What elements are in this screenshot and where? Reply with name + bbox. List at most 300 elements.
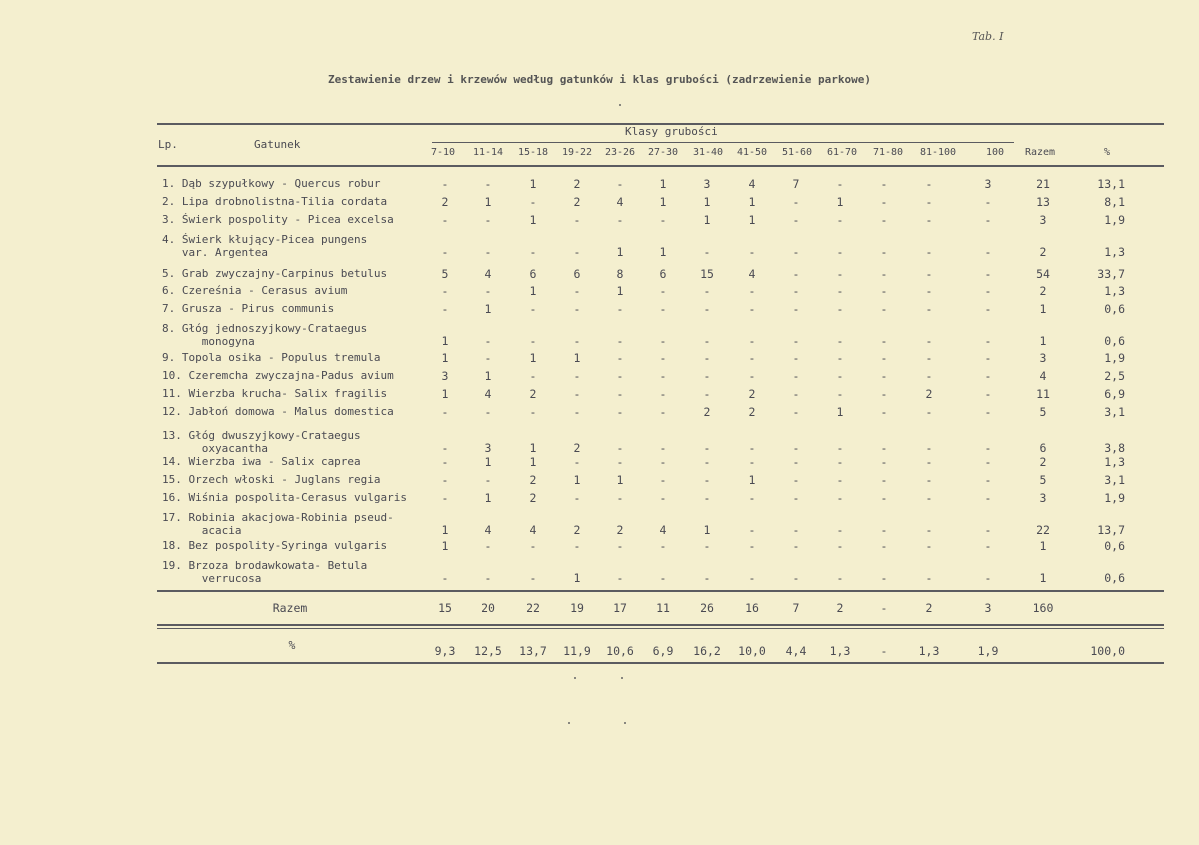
table-cell: - xyxy=(792,195,800,209)
table-cell: 2 xyxy=(441,195,449,209)
species-name: oxyacantha xyxy=(162,442,268,455)
table-cell: - xyxy=(441,473,449,487)
table-cell: - xyxy=(441,405,449,419)
table-cell: - xyxy=(880,302,888,316)
table-cell: - xyxy=(984,267,992,281)
species-name: 18. Bez pospolity-Syringa vulgaris xyxy=(162,539,388,552)
table-cell: - xyxy=(792,267,800,281)
species-name: 16. Wiśnia pospolita-Cerasus vulgaris xyxy=(162,491,408,504)
table-cell: 1 xyxy=(659,177,667,191)
table-cell: - xyxy=(703,369,711,383)
column-header: Razem xyxy=(1024,147,1056,158)
species-name: acacia xyxy=(162,524,242,537)
table-cell: 7 xyxy=(792,177,800,191)
table-cell: 1 xyxy=(573,571,581,585)
table-cell: 1 xyxy=(703,523,711,537)
table-cell: - xyxy=(880,195,888,209)
percent-cell: 3,8 xyxy=(1104,441,1125,455)
table-cell: - xyxy=(880,213,888,227)
percent-row-cell: 6,9 xyxy=(652,644,674,658)
totals-razem: 160 xyxy=(1032,601,1054,615)
table-cell: 1 xyxy=(484,302,492,316)
table-cell: - xyxy=(880,284,888,298)
percent-cell: 1,3 xyxy=(1104,284,1125,298)
table-cell: - xyxy=(925,284,933,298)
species-name: 4. Świerk kłujący-Picea pungens xyxy=(162,233,368,246)
table-cell: - xyxy=(792,473,800,487)
header-lp: Lp. xyxy=(158,138,178,151)
table-cell: - xyxy=(748,491,756,505)
table-cell: - xyxy=(836,284,844,298)
table-cell: 2 xyxy=(703,405,711,419)
table-cell: - xyxy=(441,302,449,316)
table-cell: - xyxy=(616,302,624,316)
table-cell: - xyxy=(484,177,492,191)
table-cell: - xyxy=(880,351,888,365)
percent-cell: 3,1 xyxy=(1104,473,1125,487)
table-cell: - xyxy=(984,351,992,365)
table-cell: 1 xyxy=(616,284,624,298)
table-cell: - xyxy=(984,195,992,209)
table-cell: - xyxy=(925,491,933,505)
table-cell: - xyxy=(984,571,992,585)
table-cell: - xyxy=(703,473,711,487)
column-header: 71-80 xyxy=(872,147,904,158)
table-cell: 1 xyxy=(659,245,667,259)
table-cell: - xyxy=(616,571,624,585)
razem-cell: 22 xyxy=(1036,523,1050,537)
table-cell: - xyxy=(925,302,933,316)
table-cell: - xyxy=(748,441,756,455)
stray-mark xyxy=(568,722,570,724)
header-gatunek: Gatunek xyxy=(254,138,301,151)
table-cell: - xyxy=(748,539,756,553)
table-cell: 1 xyxy=(441,539,449,553)
table-cell: - xyxy=(659,387,667,401)
table-cell: - xyxy=(659,369,667,383)
klasy-rule xyxy=(432,142,1014,143)
table-cell: - xyxy=(659,213,667,227)
table-cell: - xyxy=(748,245,756,259)
table-cell: 4 xyxy=(748,177,756,191)
table-cell: - xyxy=(616,405,624,419)
percent-cell: 1,9 xyxy=(1104,213,1125,227)
table-cell: - xyxy=(659,455,667,469)
table-cell: - xyxy=(984,473,992,487)
column-header: % xyxy=(1103,147,1111,158)
table-cell: 1 xyxy=(529,455,537,469)
table-cell: 1 xyxy=(616,245,624,259)
table-cell: - xyxy=(616,369,624,383)
table-cell: - xyxy=(659,351,667,365)
razem-cell: 54 xyxy=(1036,267,1050,281)
percent-cell: 0,6 xyxy=(1104,334,1125,348)
column-header: 51-60 xyxy=(781,147,813,158)
razem-cell: 1 xyxy=(1039,302,1047,316)
table-cell: - xyxy=(616,177,624,191)
table-cell: - xyxy=(616,491,624,505)
column-header: 41-50 xyxy=(736,147,768,158)
table-cell: 1 xyxy=(529,351,537,365)
table-cell: 2 xyxy=(529,387,537,401)
table-cell: - xyxy=(925,441,933,455)
table-cell: - xyxy=(573,387,581,401)
table-cell: - xyxy=(441,284,449,298)
table-cell: - xyxy=(836,539,844,553)
species-name: 13. Głóg dwuszyjkowy-Crataegus xyxy=(162,429,361,442)
table-cell: - xyxy=(984,213,992,227)
table-cell: - xyxy=(925,405,933,419)
table-cell: - xyxy=(792,213,800,227)
table-cell: - xyxy=(573,284,581,298)
percent-row-cell: 13,7 xyxy=(519,644,547,658)
percent-cell: 3,1 xyxy=(1104,405,1125,419)
percent-cell: 0,6 xyxy=(1104,539,1125,553)
table-cell: - xyxy=(880,455,888,469)
table-cell: - xyxy=(880,177,888,191)
table-cell: 1 xyxy=(484,369,492,383)
table-cell: 2 xyxy=(748,405,756,419)
column-header: 7-10 xyxy=(430,147,456,158)
species-name: monogyna xyxy=(162,335,255,348)
table-cell: - xyxy=(792,334,800,348)
table-cell: - xyxy=(748,351,756,365)
table-cell: 1 xyxy=(748,473,756,487)
species-name: 15. Orzech włoski - Juglans regia xyxy=(162,473,381,486)
table-cell: - xyxy=(925,539,933,553)
razem-cell: 3 xyxy=(1039,213,1047,227)
table-cell: 1 xyxy=(703,195,711,209)
table-cell: - xyxy=(792,284,800,298)
table-cell: - xyxy=(792,387,800,401)
table-cell: - xyxy=(748,571,756,585)
table-cell: - xyxy=(984,387,992,401)
razem-cell: 3 xyxy=(1039,351,1047,365)
totals-cell: 3 xyxy=(984,601,992,615)
table-cell: - xyxy=(836,455,844,469)
table-cell: - xyxy=(880,267,888,281)
table-cell: - xyxy=(792,369,800,383)
table-cell: 3 xyxy=(984,177,992,191)
table-cell: - xyxy=(616,334,624,348)
table-cell: - xyxy=(441,177,449,191)
column-header: 27-30 xyxy=(647,147,679,158)
table-bottom-rule xyxy=(157,662,1164,664)
totals-cell: 15 xyxy=(438,601,452,615)
table-cell: - xyxy=(441,455,449,469)
percent-row-cell: 1,3 xyxy=(829,644,851,658)
table-cell: - xyxy=(703,441,711,455)
table-cell: - xyxy=(836,267,844,281)
totals-bottom-rule-2 xyxy=(157,628,1164,629)
table-cell: - xyxy=(792,455,800,469)
table-cell: - xyxy=(836,523,844,537)
species-name: 6. Czereśnia - Cerasus avium xyxy=(162,284,348,297)
table-cell: 3 xyxy=(484,441,492,455)
table-cell: 1 xyxy=(529,284,537,298)
table-cell: - xyxy=(703,491,711,505)
razem-cell: 5 xyxy=(1039,405,1047,419)
table-cell: - xyxy=(573,539,581,553)
table-cell: - xyxy=(984,334,992,348)
razem-cell: 3 xyxy=(1039,491,1047,505)
table-cell: - xyxy=(529,195,537,209)
table-cell: 4 xyxy=(484,267,492,281)
stray-mark xyxy=(621,677,623,679)
table-cell: - xyxy=(659,473,667,487)
table-cell: - xyxy=(925,455,933,469)
table-cell: - xyxy=(836,369,844,383)
razem-cell: 21 xyxy=(1036,177,1050,191)
stray-mark xyxy=(619,104,621,106)
table-cell: - xyxy=(748,284,756,298)
table-cell: - xyxy=(880,334,888,348)
totals-cell: 2 xyxy=(925,601,933,615)
table-cell: - xyxy=(484,539,492,553)
header-klasy: Klasy grubości xyxy=(625,125,718,138)
page-title: Zestawienie drzew i krzewów według gatunków i klas grubości (zadrzewienie parkowe) xyxy=(327,73,872,86)
species-name: 1. Dąb szypułkowy - Quercus robur xyxy=(162,177,381,190)
table-cell: - xyxy=(616,455,624,469)
table-cell: - xyxy=(792,351,800,365)
table-cell: - xyxy=(703,455,711,469)
percent-row-cell: 16,2 xyxy=(693,644,721,658)
percent-cell: 0,6 xyxy=(1104,302,1125,316)
species-name: 7. Grusza - Pirus communis xyxy=(162,302,335,315)
table-cell: 2 xyxy=(748,387,756,401)
table-cell: - xyxy=(441,571,449,585)
razem-cell: 5 xyxy=(1039,473,1047,487)
percent-row-cell: 10,6 xyxy=(606,644,634,658)
table-cell: - xyxy=(529,369,537,383)
table-cell: - xyxy=(659,302,667,316)
table-cell: - xyxy=(484,571,492,585)
column-header: 15-18 xyxy=(517,147,549,158)
table-cell: - xyxy=(836,351,844,365)
totals-cell: 2 xyxy=(836,601,844,615)
species-name: 17. Robinia akacjowa-Robinia pseud- xyxy=(162,511,394,524)
percent-cell: 0,6 xyxy=(1104,571,1125,585)
percent-cell: 1,9 xyxy=(1104,491,1125,505)
table-cell: - xyxy=(984,491,992,505)
header-bottom-rule xyxy=(157,165,1164,167)
table-cell: 2 xyxy=(573,523,581,537)
table-cell: - xyxy=(880,473,888,487)
table-cell: - xyxy=(659,491,667,505)
table-cell: - xyxy=(925,523,933,537)
table-cell: 6 xyxy=(529,267,537,281)
table-cell: - xyxy=(659,405,667,419)
table-cell: - xyxy=(484,284,492,298)
table-cell: 1 xyxy=(529,177,537,191)
razem-cell: 1 xyxy=(1039,334,1047,348)
razem-cell: 11 xyxy=(1036,387,1050,401)
table-cell: 3 xyxy=(441,369,449,383)
column-header: 61-70 xyxy=(826,147,858,158)
table-cell: - xyxy=(484,473,492,487)
stray-mark xyxy=(574,677,576,679)
table-cell: - xyxy=(484,351,492,365)
table-cell: 1 xyxy=(441,523,449,537)
table-cell: - xyxy=(703,284,711,298)
totals-label: Razem xyxy=(272,601,308,615)
table-cell: - xyxy=(703,302,711,316)
table-cell: - xyxy=(484,245,492,259)
table-cell: - xyxy=(792,441,800,455)
table-cell: - xyxy=(792,571,800,585)
percent-cell: 1,9 xyxy=(1104,351,1125,365)
table-cell: - xyxy=(616,539,624,553)
table-cell: - xyxy=(880,491,888,505)
column-header: 23-26 xyxy=(604,147,636,158)
species-name: 3. Świerk pospolity - Picea excelsa xyxy=(162,213,394,226)
table-cell: 4 xyxy=(484,523,492,537)
table-cell: - xyxy=(925,351,933,365)
percent-row-cell: 12,5 xyxy=(474,644,502,658)
table-cell: 1 xyxy=(573,351,581,365)
table-cell: 15 xyxy=(700,267,714,281)
table-cell: - xyxy=(703,351,711,365)
table-cell: 4 xyxy=(616,195,624,209)
table-cell: - xyxy=(925,245,933,259)
percent-row-cell: 11,9 xyxy=(563,644,591,658)
table-cell: - xyxy=(836,473,844,487)
table-cell: - xyxy=(925,473,933,487)
table-cell: - xyxy=(659,539,667,553)
table-cell: - xyxy=(441,213,449,227)
table-cell: 1 xyxy=(441,387,449,401)
species-name: 9. Topola osika - Populus tremula xyxy=(162,351,381,364)
table-cell: - xyxy=(573,334,581,348)
table-cell: 4 xyxy=(484,387,492,401)
table-cell: - xyxy=(529,571,537,585)
table-cell: - xyxy=(703,334,711,348)
razem-cell: 13 xyxy=(1036,195,1050,209)
table-cell: - xyxy=(984,539,992,553)
column-header: 31-40 xyxy=(692,147,724,158)
table-cell: - xyxy=(792,523,800,537)
table-cell: - xyxy=(984,369,992,383)
percent-cell: 1,3 xyxy=(1104,245,1125,259)
totals-bottom-rule-1 xyxy=(157,624,1164,626)
table-cell: - xyxy=(573,455,581,469)
table-cell: 5 xyxy=(441,267,449,281)
percent-row-cell: 1,9 xyxy=(977,644,999,658)
species-name: verrucosa xyxy=(162,572,262,585)
table-cell: 2 xyxy=(573,195,581,209)
razem-cell: 4 xyxy=(1039,369,1047,383)
percent-cell: 8,1 xyxy=(1104,195,1125,209)
table-cell: - xyxy=(484,213,492,227)
table-cell: - xyxy=(484,405,492,419)
table-cell: - xyxy=(616,441,624,455)
table-cell: - xyxy=(748,455,756,469)
species-name: 8. Głóg jednoszyjkowy-Crataegus xyxy=(162,322,368,335)
totals-cell: 26 xyxy=(700,601,714,615)
table-cell: - xyxy=(748,369,756,383)
table-cell: 1 xyxy=(484,195,492,209)
totals-cell: 16 xyxy=(745,601,759,615)
razem-cell: 1 xyxy=(1039,539,1047,553)
table-cell: - xyxy=(703,387,711,401)
table-cell: 2 xyxy=(573,441,581,455)
table-cell: 4 xyxy=(529,523,537,537)
percent-cell: 13,7 xyxy=(1097,523,1125,537)
table-cell: - xyxy=(573,245,581,259)
table-cell: 1 xyxy=(836,405,844,419)
table-cell: - xyxy=(925,334,933,348)
table-cell: - xyxy=(659,334,667,348)
totals-cell: - xyxy=(880,601,888,615)
razem-cell: 2 xyxy=(1039,284,1047,298)
totals-cell: 11 xyxy=(656,601,670,615)
table-cell: - xyxy=(836,302,844,316)
percent-label: % xyxy=(288,638,296,652)
percent-cell: 33,7 xyxy=(1097,267,1125,281)
table-cell: - xyxy=(880,387,888,401)
table-cell: - xyxy=(984,523,992,537)
table-cell: - xyxy=(984,455,992,469)
percent-row-cell: 9,3 xyxy=(434,644,456,658)
table-cell: 3 xyxy=(703,177,711,191)
table-cell: - xyxy=(573,213,581,227)
column-header: 81-100 xyxy=(919,147,957,158)
table-cell: - xyxy=(748,334,756,348)
totals-top-rule xyxy=(157,590,1164,592)
table-cell: - xyxy=(880,369,888,383)
table-cell: - xyxy=(880,245,888,259)
percent-row-cell: 4,4 xyxy=(785,644,807,658)
totals-cell: 7 xyxy=(792,601,800,615)
table-cell: - xyxy=(984,441,992,455)
table-cell: 1 xyxy=(484,455,492,469)
razem-cell: 6 xyxy=(1039,441,1047,455)
table-cell: 1 xyxy=(748,213,756,227)
table-cell: - xyxy=(573,491,581,505)
table-cell: 1 xyxy=(748,195,756,209)
table-cell: - xyxy=(880,571,888,585)
column-header: 11-14 xyxy=(472,147,504,158)
percent-cell: 6,9 xyxy=(1104,387,1125,401)
species-name: 14. Wierzba iwa - Salix caprea xyxy=(162,455,361,468)
table-cell: - xyxy=(441,491,449,505)
species-name: var. Argentea xyxy=(162,246,268,259)
table-cell: 4 xyxy=(748,267,756,281)
table-cell: 1 xyxy=(703,213,711,227)
table-cell: - xyxy=(925,177,933,191)
table-cell: - xyxy=(792,245,800,259)
table-cell: 2 xyxy=(529,491,537,505)
table-cell: - xyxy=(836,491,844,505)
percent-row-cell: 1,3 xyxy=(918,644,940,658)
species-name: 2. Lipa drobnolistna-Tilia cordata xyxy=(162,195,388,208)
table-cell: - xyxy=(616,387,624,401)
table-cell: - xyxy=(659,284,667,298)
table-cell: - xyxy=(484,334,492,348)
table-cell: - xyxy=(836,441,844,455)
table-cell: - xyxy=(984,245,992,259)
table-cell: - xyxy=(925,213,933,227)
column-header: 100 xyxy=(985,147,1005,158)
table-cell: - xyxy=(792,302,800,316)
totals-cell: 17 xyxy=(613,601,627,615)
table-cell: - xyxy=(703,539,711,553)
table-cell: - xyxy=(880,441,888,455)
table-cell: - xyxy=(880,405,888,419)
table-cell: - xyxy=(748,523,756,537)
razem-cell: 1 xyxy=(1039,571,1047,585)
tab-mark: Tab. I xyxy=(972,30,1004,43)
